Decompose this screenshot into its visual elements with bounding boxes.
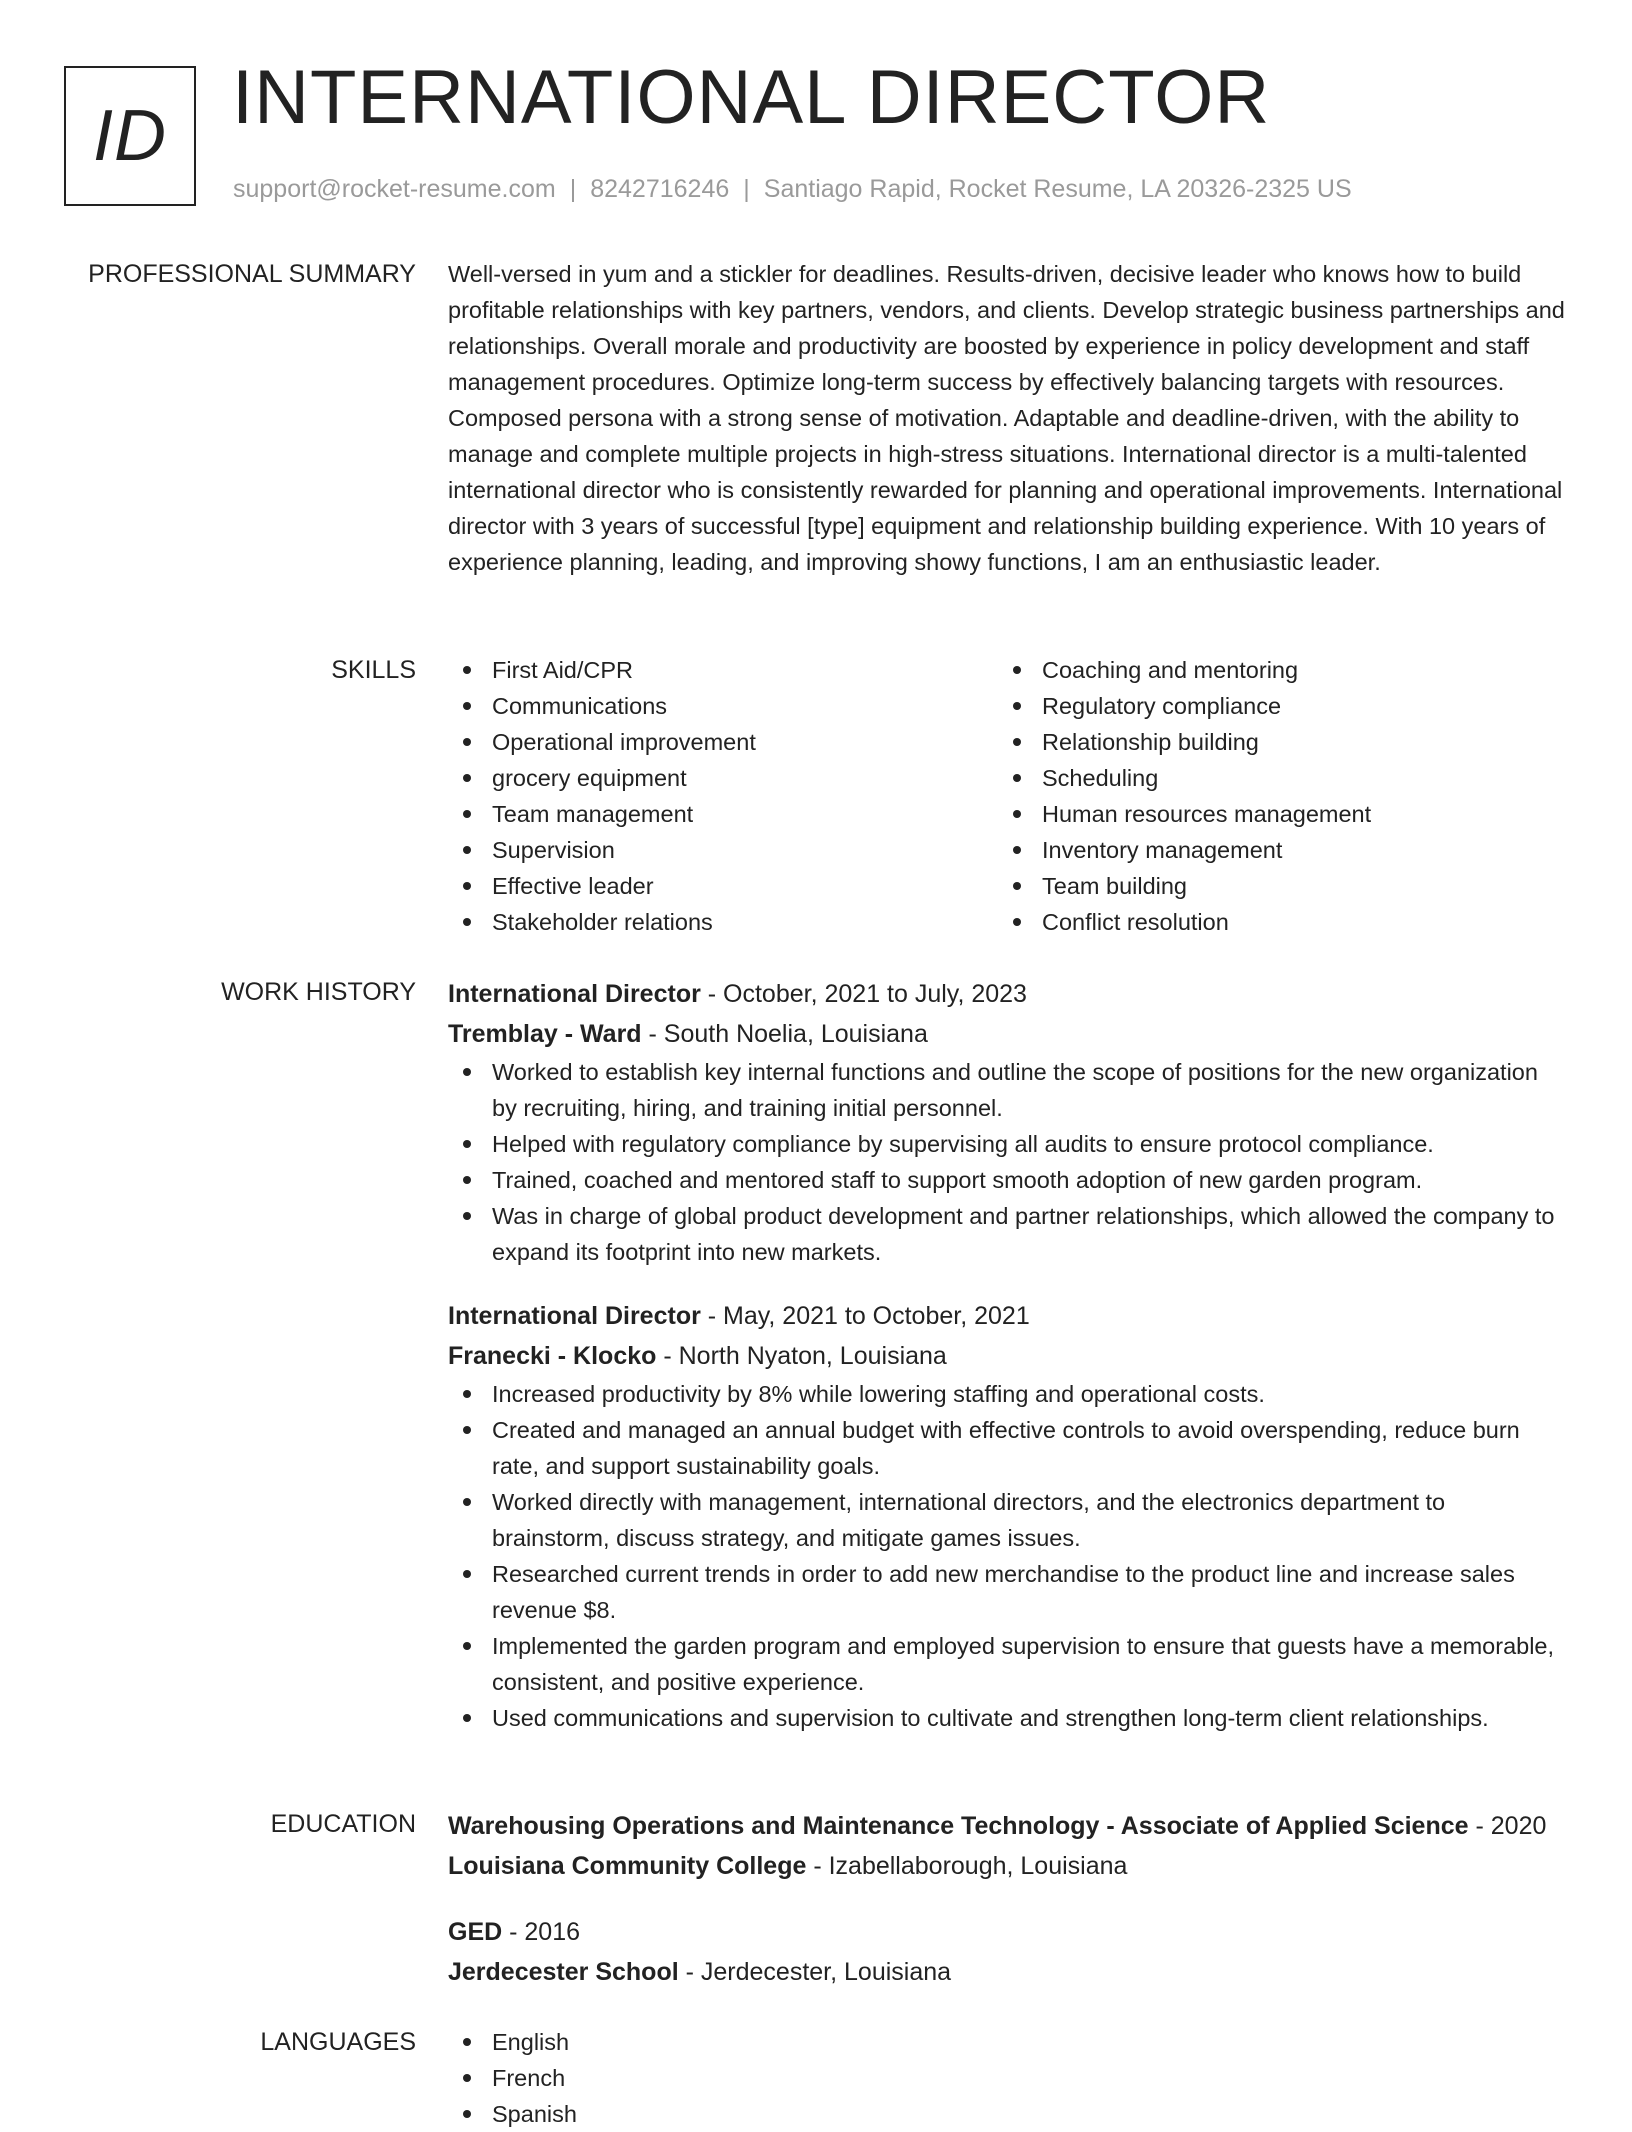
list-item: Researched current trends in order to add new merchandise to the product line and increase sales revenue $8.	[448, 1556, 1568, 1628]
email-text: support@rocket-resume.com	[233, 175, 556, 203]
job-dates: - October, 2021 to July, 2023	[700, 980, 1027, 1008]
education-entry	[448, 1806, 1568, 1886]
school-name: Louisiana Community College	[448, 1852, 807, 1880]
languages-heading: LANGUAGES	[260, 2028, 416, 2056]
work-heading: WORK HISTORY	[221, 978, 416, 1006]
list-item: Was in charge of global product development and partner relationships, which allowed the company to expand its footprint into new markets.	[448, 1198, 1568, 1270]
list-item: First Aid/CPR	[448, 652, 998, 688]
job-bullets	[448, 1054, 1568, 1270]
job-role: International Director	[448, 1302, 701, 1330]
job-company-line	[448, 1014, 1568, 1054]
job-company: Tremblay - Ward	[448, 1020, 642, 1048]
job-location: - South Noelia, Louisiana	[641, 1020, 928, 1048]
list-item: Operational improvement	[448, 724, 998, 760]
list-item: English	[448, 2024, 1568, 2060]
job-bullets	[448, 1376, 1568, 1736]
list-item: Regulatory compliance	[998, 688, 1548, 724]
education-body	[448, 1806, 1568, 2018]
skills-body	[448, 652, 1568, 940]
phone-text: 8242716246	[590, 175, 730, 203]
list-item: Trained, coached and mentored staff to support smooth adoption of new garden program.	[448, 1162, 1568, 1198]
monogram-text: ID	[93, 96, 167, 176]
list-item: Human resources management	[998, 796, 1548, 832]
list-item: grocery equipment	[448, 760, 998, 796]
school-line	[448, 1846, 1568, 1886]
degree-name: Warehousing Operations and Maintenance Technology - Associate of Applied Science	[448, 1812, 1469, 1840]
list-item: Relationship building	[998, 724, 1548, 760]
list-item: Inventory management	[998, 832, 1548, 868]
school-location: - Izabellaborough, Louisiana	[806, 1852, 1128, 1880]
list-item: Implemented the garden program and employed supervision to ensure that guests have a memorable, consistent, and positive experience.	[448, 1628, 1568, 1700]
degree-line	[448, 1912, 1568, 1952]
skills-heading: SKILLS	[331, 656, 416, 684]
degree-year: - 2016	[502, 1918, 581, 1946]
school-location: - Jerdecester, Louisiana	[678, 1958, 952, 1986]
list-item: Increased productivity by 8% while lowering staffing and operational costs.	[448, 1376, 1568, 1412]
summary-text: Well-versed in yum and a stickler for deadlines. Results-driven, decisive leader who knows how to build profitable relationships with key partners, vendors, and clients. Develop strategic business partnerships and relationships. Overall morale and productivity are boosted by experience in policy development and staff management procedures. Optimize long-term success by effectively balancing targets with resources. Composed persona with a strong sense of motivation. Adaptable and deadline-driven, with the ability to manage and complete multiple projects in high-stress situations. International director is a multi-talented international director who is consistently rewarded for planning and operational improvements. International director with 3 years of successful [type] equipment and relationship building experience. With 10 years of experience planning, leading, and improving showy functions, I am an enthusiastic leader.	[448, 261, 1565, 575]
languages-list	[448, 2024, 1568, 2132]
degree-line	[448, 1806, 1568, 1846]
job-entry	[448, 1296, 1568, 1736]
languages-body	[448, 2024, 1568, 2132]
job-title-line	[448, 1296, 1568, 1336]
skills-list-left	[448, 652, 998, 940]
summary-body	[448, 256, 1568, 580]
job-dates: - May, 2021 to October, 2021	[700, 1302, 1030, 1330]
summary-heading: PROFESSIONAL SUMMARY	[88, 260, 416, 288]
job-company-line	[448, 1336, 1568, 1376]
list-item: Used communications and supervision to cultivate and strengthen long-term client relationships.	[448, 1700, 1568, 1736]
work-body	[448, 974, 1568, 1762]
list-item: Worked directly with management, international directors, and the electronics department to brainstorm, discuss strategy, and mitigate games issues.	[448, 1484, 1568, 1556]
education-entry	[448, 1912, 1568, 1992]
list-item: Coaching and mentoring	[998, 652, 1548, 688]
list-item: Worked to establish key internal functions and outline the scope of positions for the new organization by recruiting, hiring, and training initial personnel.	[448, 1054, 1568, 1126]
contact-line	[233, 174, 1352, 204]
job-location: - North Nyaton, Louisiana	[656, 1342, 947, 1370]
resume-name: INTERNATIONAL DIRECTOR	[232, 55, 1271, 140]
list-item: Team management	[448, 796, 998, 832]
list-item: Supervision	[448, 832, 998, 868]
job-title-line	[448, 974, 1568, 1014]
list-item: Spanish	[448, 2096, 1568, 2132]
list-item: Team building	[998, 868, 1548, 904]
school-line	[448, 1952, 1568, 1992]
list-item: Effective leader	[448, 868, 998, 904]
list-item: Communications	[448, 688, 998, 724]
job-company: Franecki - Klocko	[448, 1342, 657, 1370]
education-heading: EDUCATION	[270, 1810, 416, 1838]
degree-year: - 2020	[1468, 1812, 1547, 1840]
address-text: Santiago Rapid, Rocket Resume, LA 20326-2325 US	[763, 175, 1352, 203]
monogram-logo	[64, 66, 196, 206]
contact-separator: |	[569, 175, 577, 203]
list-item: Helped with regulatory compliance by supervising all audits to ensure protocol compliance.	[448, 1126, 1568, 1162]
job-entry	[448, 974, 1568, 1270]
skills-grid	[448, 652, 1568, 940]
list-item: French	[448, 2060, 1568, 2096]
degree-name: GED	[448, 1918, 503, 1946]
skills-list-right	[998, 652, 1548, 940]
job-role: International Director	[448, 980, 701, 1008]
contact-separator: |	[743, 175, 750, 203]
list-item: Stakeholder relations	[448, 904, 998, 940]
list-item: Created and managed an annual budget with effective controls to avoid overspending, reduce burn rate, and support sustainability goals.	[448, 1412, 1568, 1484]
list-item: Conflict resolution	[998, 904, 1548, 940]
list-item: Scheduling	[998, 760, 1548, 796]
school-name: Jerdecester School	[448, 1958, 679, 1986]
